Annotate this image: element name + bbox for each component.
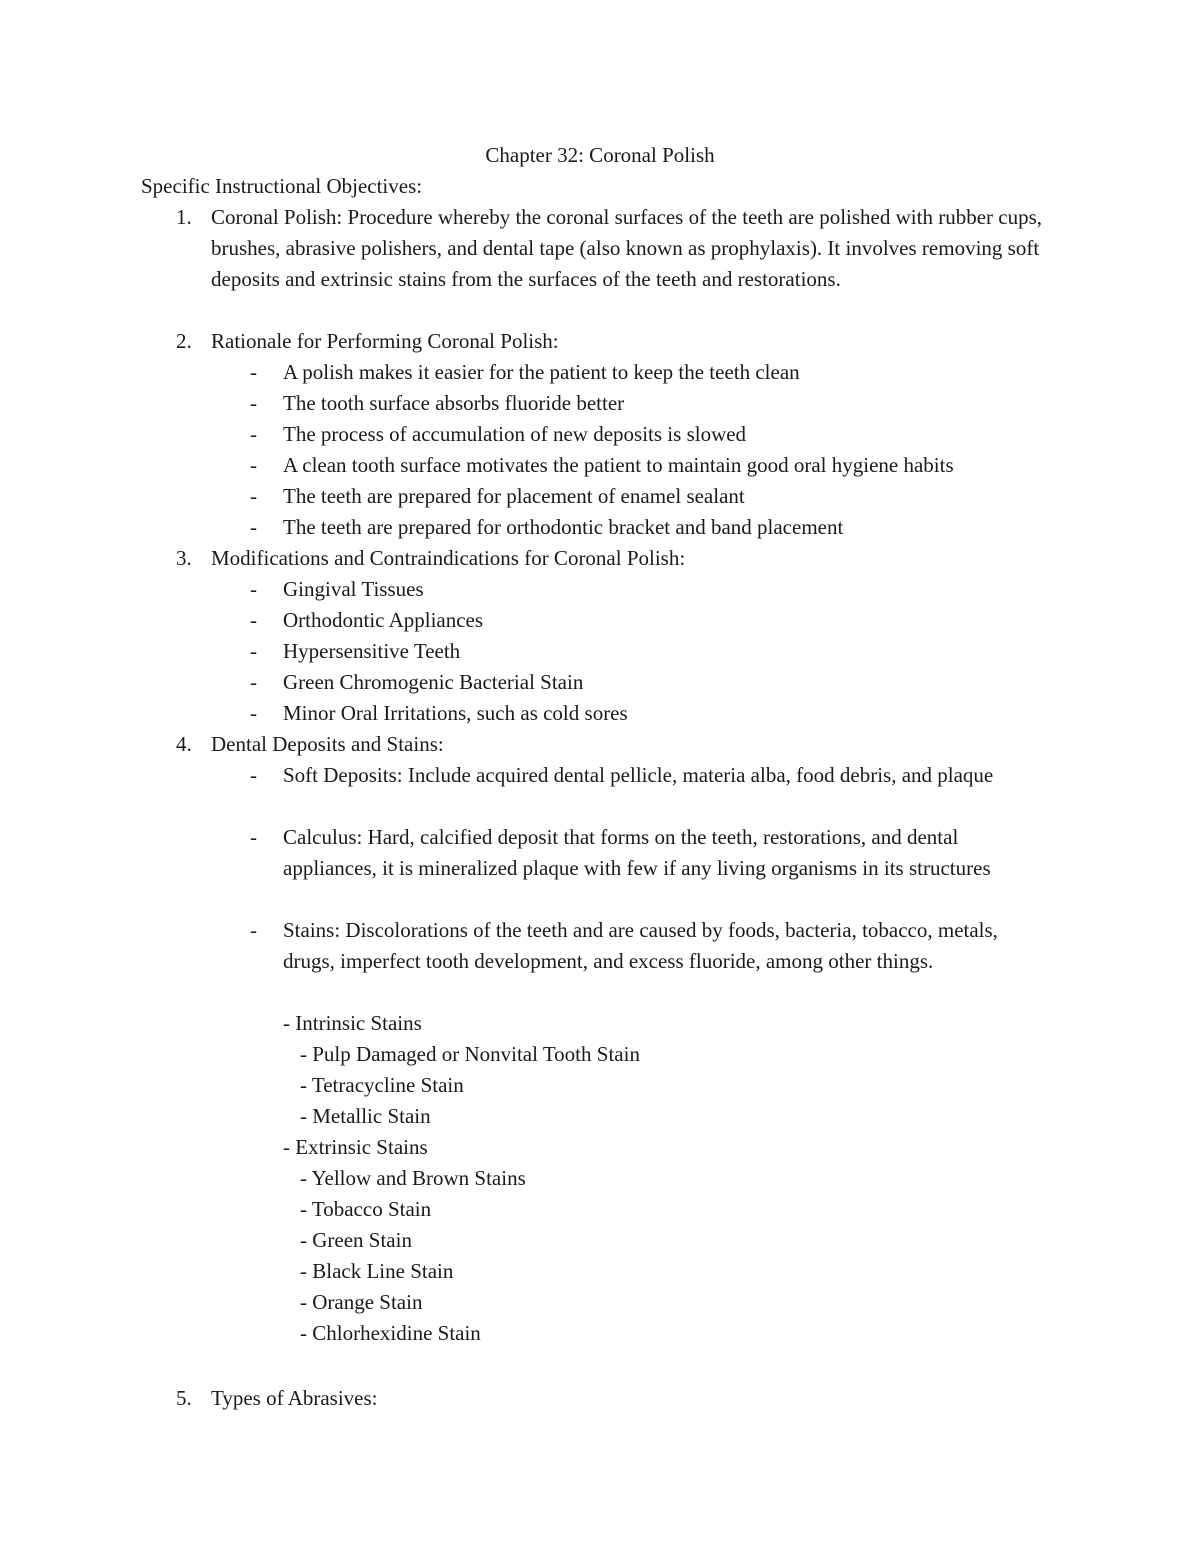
bullet-dash: -: [250, 608, 257, 632]
stain-item: - Chlorhexidine Stain: [300, 1321, 481, 1345]
bullet-dash: -: [250, 701, 257, 725]
list-item: Soft Deposits: Include acquired dental pellicle, materia alba, food debris, and plaque: [283, 763, 994, 787]
stain-item: - Black Line Stain: [300, 1259, 454, 1283]
bullet-dash: -: [250, 360, 257, 384]
list-item: Gingival Tissues: [283, 577, 424, 601]
page-title: Chapter 32: Coronal Polish: [485, 143, 715, 167]
list-item: The process of accumulation of new deposits is slowed: [283, 422, 747, 446]
section-text: Types of Abrasives:: [211, 1386, 378, 1410]
list-item: Stains: Discolorations of the teeth and are caused by foods, bacteria, tobacco, metals, drugs, imperfect tooth development, and excess fluoride, among other things.: [283, 918, 998, 973]
stain-item: - Tobacco Stain: [300, 1197, 432, 1221]
section-text: Dental Deposits and Stains:: [211, 732, 444, 756]
list-item: A polish makes it easier for the patient to keep the teeth clean: [283, 360, 800, 384]
intro-heading: Specific Instructional Objectives:: [141, 174, 423, 198]
section-number: 2.: [176, 329, 192, 353]
list-item: Orthodontic Appliances: [283, 608, 484, 632]
stain-item: - Yellow and Brown Stains: [300, 1166, 526, 1190]
stain-item: - Orange Stain: [300, 1290, 423, 1314]
list-item: The tooth surface absorbs fluoride better: [283, 391, 625, 415]
bullet-dash: -: [250, 453, 257, 477]
section-number: 3.: [176, 546, 192, 570]
section-text: Modifications and Contraindications for Coronal Polish:: [211, 546, 686, 570]
list-item: Calculus: Hard, calcified deposit that forms on the teeth, restorations, and dental appliances, it is mineralized plaque with few if any living organisms in its structures: [283, 825, 991, 880]
list-item: The teeth are prepared for orthodontic bracket and band placement: [283, 515, 844, 539]
list-item: Green Chromogenic Bacterial Stain: [283, 670, 584, 694]
bullet-dash: -: [250, 577, 257, 601]
stain-item: - Tetracycline Stain: [300, 1073, 464, 1097]
stain-group-label: - Intrinsic Stains: [283, 1011, 422, 1035]
bullet-dash: -: [250, 639, 257, 663]
list-item: Hypersensitive Teeth: [283, 639, 461, 663]
bullet-dash: -: [250, 515, 257, 539]
section-number: 4.: [176, 732, 192, 756]
bullet-dash: -: [250, 391, 257, 415]
list-item: A clean tooth surface motivates the patient to maintain good oral hygiene habits: [283, 453, 954, 477]
section-number: 1.: [176, 205, 192, 229]
bullet-dash: -: [250, 484, 257, 508]
section-text: Coronal Polish: Procedure whereby the coronal surfaces of the teeth are polished with rubber cups, brushes, abrasive polishers, and dental tape (also known as prophylaxis). It involves removing soft deposits and extrinsic stains from the surfaces of the teeth and restorations.: [211, 205, 1042, 291]
bullet-dash: -: [250, 422, 257, 446]
list-item: Minor Oral Irritations, such as cold sores: [283, 701, 628, 725]
bullet-dash: -: [250, 670, 257, 694]
bullet-dash: -: [250, 918, 257, 942]
bullet-dash: -: [250, 763, 257, 787]
section-text: Rationale for Performing Coronal Polish:: [211, 329, 559, 353]
stain-group-label: - Extrinsic Stains: [283, 1135, 428, 1159]
stain-item: - Green Stain: [300, 1228, 412, 1252]
stain-item: - Metallic Stain: [300, 1104, 431, 1128]
section-number: 5.: [176, 1386, 192, 1410]
stain-item: - Pulp Damaged or Nonvital Tooth Stain: [300, 1042, 640, 1066]
bullet-dash: -: [250, 825, 257, 849]
list-item: The teeth are prepared for placement of enamel sealant: [283, 484, 745, 508]
